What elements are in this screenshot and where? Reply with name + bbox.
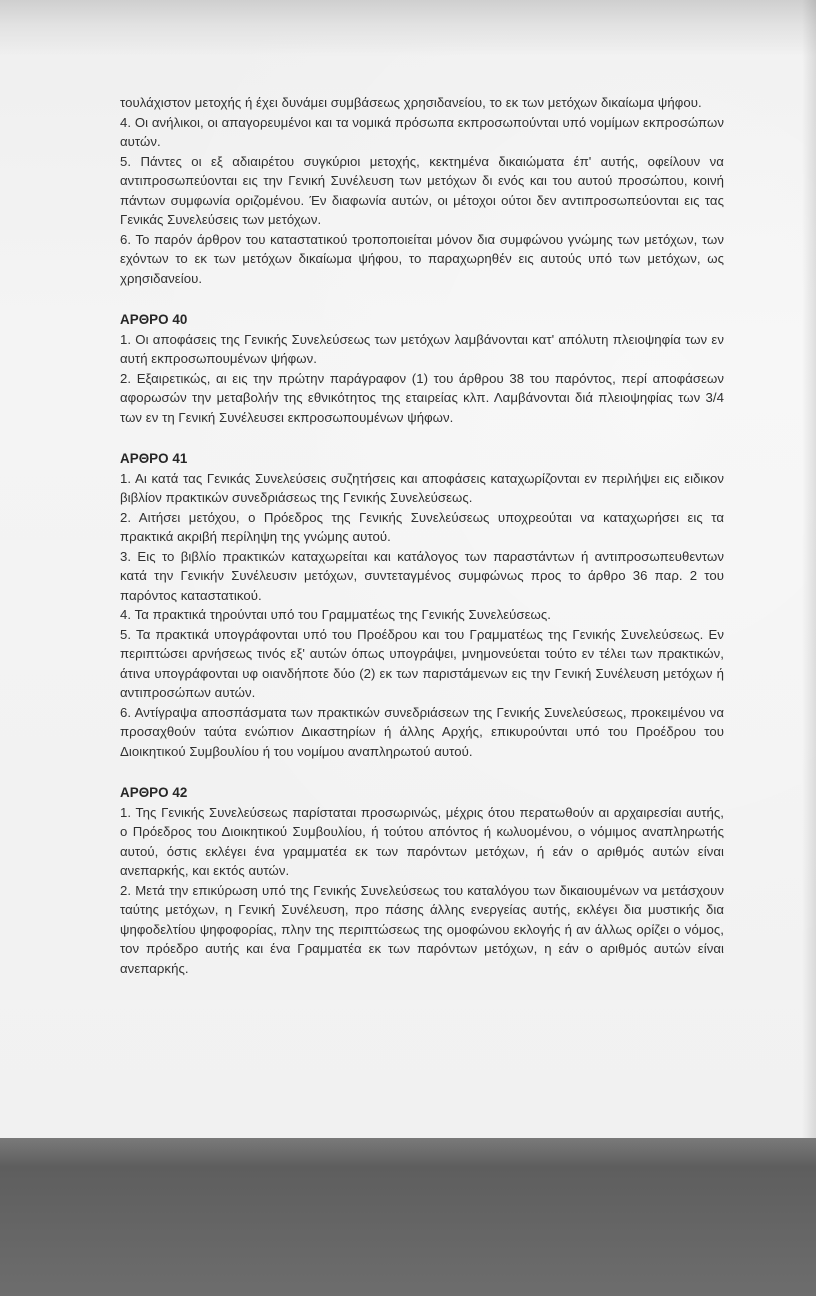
- article-41-paragraph-5: 5. Τα πρακτικά υπογράφονται υπό του Προέδρου και του Γραμματέως της Γενικής Συνελεύσεως. Εν περιπτώσει αρνήσεως τινός εξ' αυτών όπως υπογράψει, μνημονεύεται τούτο εν τέλει των πρακτικών, άτινα υπογράφονται υφ οιανδήποτε δύο (2) εκ των παριστάμενων εις την Γενική Συνέλευση μετόχων ή αντιπροσώπων αυτών.: [120, 626, 724, 700]
- scan-right-edge-shadow: [802, 0, 816, 1138]
- article-42-heading: ΑΡΘΡΟ 42: [120, 785, 188, 800]
- scanner-background-strip: [0, 1138, 816, 1296]
- intro-section: [120, 93, 724, 288]
- article-41-section: [120, 449, 724, 761]
- paragraph-4: 4. Οι ανήλικοι, οι απαγορευμένοι και τα νομικά πρόσωπα εκπροσωπούνται υπό νομίμων εκπροσώπων αυτών.: [120, 114, 724, 149]
- article-40-heading: ΑΡΘΡΟ 40: [120, 312, 188, 327]
- paragraph-6: 6. Το παρόν άρθρον του καταστατικού τροποποιείται μόνον δια συμφώνου γνώμης των μετόχων, των εχόντων το εκ των μετόχων δικαίωμα ψήφου, το παραχωρηθέν εις αυτούς υπό των μετόχων, ως χρησιδανείου.: [120, 231, 724, 286]
- article-40-paragraph-1: 1. Οι αποφάσεις της Γενικής Συνελεύσεως των μετόχων λαμβάνονται κατ' απόλυτη πλειοψηφία των εν αυτή εκπροσωπουμένων ψήφων.: [120, 331, 724, 366]
- paragraph-5: 5. Πάντες οι εξ αδιαιρέτου συγκύριοι μετοχής, κεκτημένα δικαιώματα έπ' αυτής, οφείλουν να αντιπροσωπεύονται εις την Γενική Συνέλευση των μετόχων δι ενός και του αυτού προσώπου, κοινή πάντων συμφωνία οριζομένου. Έν διαφωνία αυτών, οι μέτοχοι ούτοι δεν αντιπροσωπεύονται εις τας Γενικάς Συνελεύσεις των μετόχων.: [120, 153, 724, 227]
- scan-top-shadow: [0, 0, 816, 56]
- article-41-paragraph-4: 4. Τα πρακτικά τηρούνται υπό του Γραμματέως της Γενικής Συνελεύσεως.: [120, 607, 552, 622]
- article-40-paragraph-2: 2. Εξαιρετικώς, αι εις την πρώτην παράγραφον (1) του άρθρου 38 του παρόντος, περί αποφάσεων αφορωσών την μεταβολήν της εθνικότητος της εταιρείας κλπ. Λαμβάνονται διά πλειοψηφίας των 3/4 των εν τη Γενική Συνέλευσει εκπροσωπουμένων ψήφων.: [120, 370, 724, 425]
- article-42-paragraph-2: 2. Μετά την επικύρωση υπό της Γενικής Συνελεύσεως του καταλόγου των δικαιουμένων να μετάσχουν ταύτης μετόχων, η Γενική Συνέλευση, προ πάσης άλλης ενεργείας αυτής, εκλέγει δια μυστικής δια ψηφοδελτίου ψηφοφορίας, πλην της περιπτώσεως της ομοφώνου εκλογής ή αν άλλως ορίζει ο νόμος, τον πρόεδρο αυτής και ένα Γραμματέα εκ των παρόντων μετόχων, η εάν ο αριθμός αυτών είναι ανεπαρκής.: [120, 882, 724, 976]
- article-41-heading: ΑΡΘΡΟ 41: [120, 451, 188, 466]
- document-body: [120, 93, 724, 978]
- article-42-section: [120, 783, 724, 978]
- article-41-paragraph-3: 3. Εις το βιβλίο πρακτικών καταχωρείται και κατάλογος των παραστάντων ή αντιπροσωπευθεντων κατά την Γενικήν Συνέλευσιν μετόχων, συντεταγμένος συμφώνως προς το άρθρο 36 παρ. 2 του παρόντος καταστατικού.: [120, 548, 724, 603]
- article-42-paragraph-1: 1. Της Γενικής Συνελεύσεως παρίσταται προσωρινώς, μέχρις ότου περατωθούν αι αρχαιρεσίαι αυτής, ο Πρόεδρος του Διοικητικού Συμβουλίου, ή τούτου απόντος ή κωλυομένου, ο νόμιμος αναπληρωτής αυτού, όστις εκλέγει ένα γραμματέα εκ των παρόντων μετόχων, ή εάν ο αριθμός αυτών είναι ανεπαρκής, και εκτός αυτών.: [120, 804, 724, 878]
- article-40-section: [120, 310, 724, 427]
- article-41-paragraph-1: 1. Αι κατά τας Γενικάς Συνελεύσεις συζητήσεις και αποφάσεις καταχωρίζονται εν περιλήψει εις ειδικον βιβλίον πρακτικών συνεδριάσεως της Γενικής Συνελεύσεως.: [120, 470, 724, 505]
- article-41-paragraph-2: 2. Αιτήσει μετόχου, ο Πρόεδρος της Γενικής Συνελεύσεως υποχρεούται να καταχωρήσει εις τα πρακτικά ακριβή περίληψη της γνώμης αυτού.: [120, 509, 724, 544]
- article-41-paragraph-6: 6. Αντίγραψα αποσπάσματα των πρακτικών συνεδριάσεων της Γενικής Συνελεύσεως, προκειμένου να προσαχθούν ταύτα ενώπιον Δικαστηρίων ή άλλης Αρχής, επικυρούνται υπό του Προέδρου του Διοικητικού Συμβουλίου ή του νομίμου αναπληρωτού αυτού.: [120, 704, 724, 759]
- paragraph-continuation: τουλάχιστον μετοχής ή έχει δυνάμει συμβάσεως χρησιδανείου, το εκ των μετόχων δικαίωμα ψήφου.: [120, 95, 702, 110]
